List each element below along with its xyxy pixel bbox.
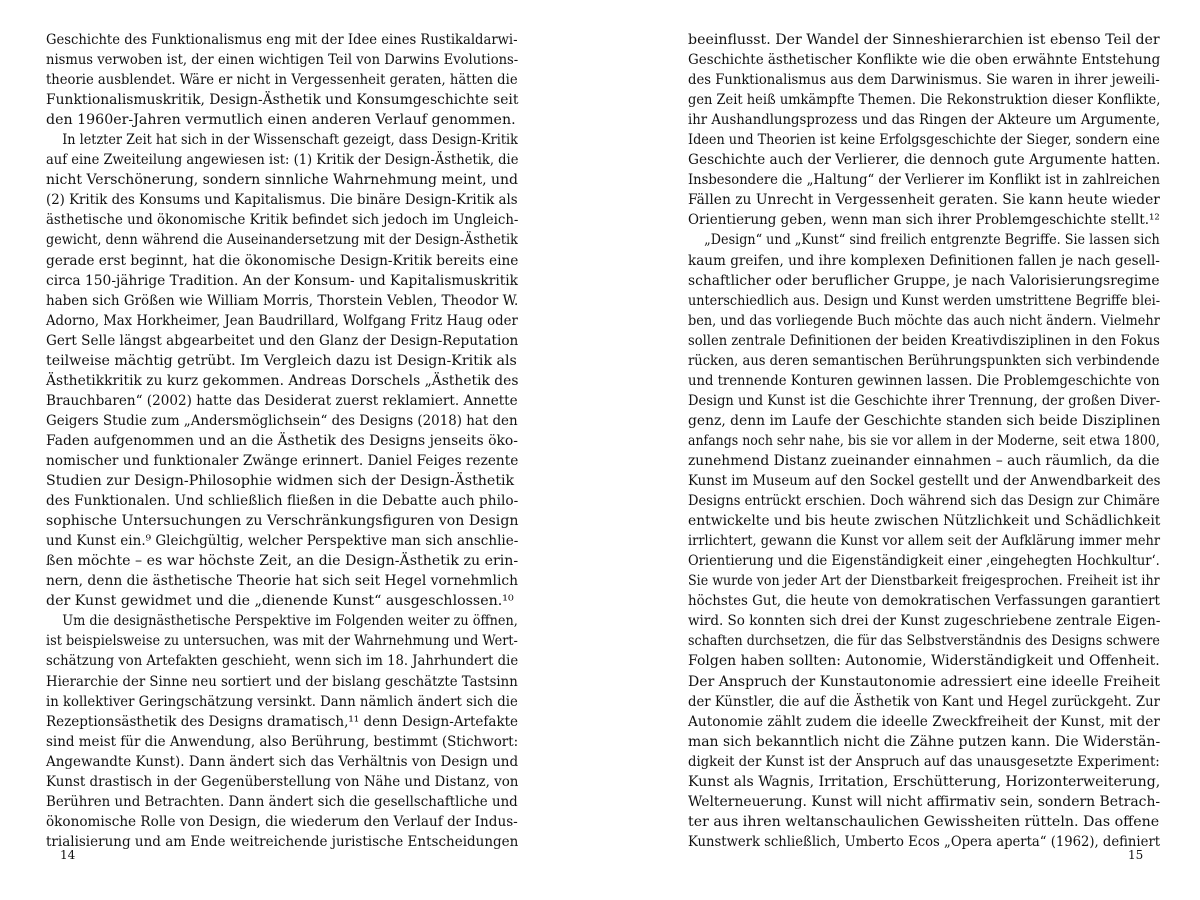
text-line: Orientierung geben, wenn man sich ihrer Problemgeschichte stellt.¹² — [688, 212, 1160, 229]
text-line: digkeit der Kunst ist der Anspruch auf das unausgesetzte Experiment: — [688, 753, 1160, 770]
text-line: Rezeptionsästhetik des Designs dramatisch,¹¹ denn Design-Artefakte — [46, 713, 519, 730]
text-line: ter aus ihren weltanschaulichen Gewissheiten rütteln. Das offene — [688, 813, 1160, 830]
text-line: des Funktionalismus aus dem Darwinismus. Sie waren in ihrer jeweili- — [688, 72, 1160, 89]
text-line: ben, und das vorliegende Buch möchte das auch nicht ändern. Vielmehr — [688, 312, 1160, 329]
text-line: wird. So konnten sich drei der Kunst zugeschriebene zentrale Eigen- — [688, 613, 1161, 630]
right-page-number: 15 — [1128, 848, 1144, 862]
text-line: Faden aufgenommen und an die Ästhetik des Designs jenseits öko- — [46, 432, 519, 449]
text-line: gewicht, denn während die Auseinandersetzung mit der Design-Ästhetik — [46, 232, 518, 249]
text-line: Um die designästhetische Perspektive im Folgenden weiter zu öffnen, — [62, 613, 518, 630]
text-line: genz, denn im Laufe der Geschichte standen sich beide Disziplinen — [688, 412, 1161, 429]
text-line: den 1960er-Jahren vermutlich einen anderen Verlauf genommen. — [46, 112, 516, 129]
text-line: Autonomie zählt zudem die ideelle Zweckfreiheit der Kunst, mit der — [688, 713, 1160, 730]
text-line: ästhetische und ökonomische Kritik befindet sich jedoch im Ungleich- — [46, 212, 519, 229]
text-line: des Funktionalen. Und schließlich fließen in die Debatte auch philo- — [46, 493, 519, 510]
text-line: trialisierung und am Ende weitreichende juristische Entscheidungen — [46, 833, 519, 850]
text-line: teilweise mächtig getrübt. Im Vergleich dazu ist Design-Kritik als — [46, 352, 517, 369]
left-page-number: 14 — [60, 848, 76, 862]
text-line: „Design“ und „Kunst“ sind freilich entgrenzte Begriffe. Sie lassen sich — [704, 232, 1160, 249]
text-line: zunehmend Distanz zueinander einnahmen – auch räumlich, da die — [688, 452, 1160, 469]
text-line: haben sich Größen wie William Morris, Thorstein Veblen, Theodor W. — [46, 292, 519, 309]
text-line: höchstes Gut, die heute von demokratischen Verfassungen garantiert — [688, 593, 1160, 610]
text-line: schaften durchsetzen, die für das Selbstverständnis des Designs schwere — [688, 633, 1160, 650]
text-line: Berühren und Betrachten. Dann ändert sich die gesellschaftliche und — [46, 793, 518, 810]
text-line: Funktionalismuskritik, Design-Ästhetik und Konsumgeschichte seit — [46, 92, 519, 109]
text-line: Kunst im Museum auf den Sockel gestellt und der Anwendbarkeit des — [688, 473, 1161, 490]
text-line: sollen zentrale Definitionen der beiden Kreativdisziplinen in den Fokus — [688, 332, 1160, 349]
text-line: Kunstwerk schließlich, Umberto Ecos „Opera aperta“ (1962), definiert — [688, 833, 1161, 850]
text-line: Design und Kunst ist die Geschichte ihrer Trennung, der großen Diver- — [688, 392, 1161, 409]
left-page-text — [46, 30, 518, 852]
text-line: Brauchbaren“ (2002) hatte das Desiderat zuerst reklamiert. Annette — [46, 392, 518, 409]
text-line: Designs entrückt erschien. Doch während sich das Design zur Chimäre — [688, 493, 1160, 510]
text-line: rücken, aus deren semantischen Berührungspunkten sich verbindende — [688, 352, 1160, 369]
text-line: Sie wurde von jeder Art der Dienstbarkeit freigesprochen. Freiheit ist ihr — [688, 573, 1160, 590]
text-line: Fällen zu Unrecht in Vergessenheit geraten. Sie kann heute wieder — [688, 192, 1160, 209]
text-line: Ideen und Theorien ist keine Erfolgsgeschichte der Sieger, sondern eine — [688, 132, 1160, 149]
text-line: schätzung von Artefakten geschieht, wenn sich im 18. Jahrhundert die — [46, 653, 519, 670]
text-line: man sich bekanntlich nicht die Zähne putzen kann. Die Widerstän- — [688, 733, 1161, 750]
text-line: Gert Selle längst abgearbeitet und den Glanz der Design-Reputation — [46, 332, 519, 349]
text-line: Orientierung und die Eigenständigkeit einer ‚eingehegten Hochkultur‘. — [688, 553, 1160, 570]
text-line: In letzter Zeit hat sich in der Wissenschaft gezeigt, dass Design-Kritik — [62, 132, 518, 149]
text-line: kaum greifen, und ihre komplexen Definitionen fallen je nach gesell- — [688, 252, 1160, 269]
text-line: anfangs noch sehr nahe, bis sie vor allem in der Moderne, seit etwa 1800, — [688, 432, 1160, 449]
text-line: Der Anspruch der Kunstautonomie adressiert eine ideelle Freiheit — [688, 673, 1160, 690]
text-line: der Kunst gewidmet und die „dienende Kunst“ ausgeschlossen.¹⁰ — [46, 593, 514, 610]
text-line: theorie ausblendet. Wäre er nicht in Vergessenheit geraten, hätten die — [46, 72, 518, 89]
text-line: beeinflusst. Der Wandel der Sinneshierarchien ist ebenso Teil der — [688, 32, 1160, 48]
text-line: Insbesondere die „Haltung“ der Verlierer im Konflikt ist in zahlreichen — [688, 172, 1160, 189]
text-line: nismus verwoben ist, der einen wichtigen Teil von Darwins Evolutions- — [46, 52, 519, 69]
text-line: nomischer und funktionaler Zwänge erinnert. Daniel Feiges rezente — [46, 452, 519, 469]
text-line: Welterneuerung. Kunst will nicht affirmativ sein, sondern Betrach- — [688, 793, 1161, 810]
text-line: nicht Verschönerung, sondern sinnliche Wahrnehmung meint, und — [46, 172, 519, 189]
text-line: Geschichte ästhetischer Konflikte wie die oben erwähnte Entstehung — [688, 52, 1161, 69]
text-line: Geschichte des Funktionalismus eng mit der Idee eines Rustikaldarwi- — [46, 32, 518, 48]
text-line: unterschiedlich aus. Design und Kunst werden umstrittene Begriffe blei- — [688, 292, 1161, 309]
text-line: Ästhetikkritik zu kurz gekommen. Andreas Dorschels „Ästhetik des — [46, 372, 519, 389]
text-line: Adorno, Max Horkheimer, Jean Baudrillard, Wolfgang Fritz Haug oder — [46, 312, 518, 329]
text-line: Folgen haben sollten: Autonomie, Widerständigkeit und Offenheit. — [688, 653, 1160, 670]
text-line: und trennende Konturen gewinnen lassen. Die Problemgeschichte von — [688, 372, 1160, 389]
text-line: schaftlicher oder beruflicher Gruppe, je nach Valorisierungsregime — [688, 272, 1160, 289]
text-line: und Kunst ein.⁹ Gleichgültig, welcher Perspektive man sich anschlie- — [46, 533, 519, 550]
text-line: sophische Untersuchungen zu Verschränkungsfiguren von Design — [46, 513, 519, 530]
text-line: gen Zeit heiß umkämpfte Themen. Die Rekonstruktion dieser Konflikte, — [688, 92, 1161, 109]
text-line: ist beispielsweise zu untersuchen, was mit der Wahrnehmung und Wert- — [46, 633, 518, 650]
text-line: circa 150-jährige Tradition. An der Konsum- und Kapitalismuskritik — [46, 272, 519, 289]
text-line: Geschichte auch der Verlierer, die dennoch gute Argumente hatten. — [688, 152, 1161, 169]
right-page — [600, 0, 1200, 900]
text-line: gerade erst beginnt, hat die ökonomische Design-Kritik bereits eine — [46, 252, 519, 269]
text-line: auf eine Zweiteilung angewiesen ist: (1) Kritik der Design-Ästhetik, die — [46, 152, 519, 169]
text-line: Kunst als Wagnis, Irritation, Erschütterung, Horizonterweiterung, — [688, 773, 1161, 790]
text-line: der Künstler, die auf die Ästhetik von Kant und Hegel zurückgeht. Zur — [688, 693, 1160, 710]
text-line: Hierarchie der Sinne neu sortiert und der bislang geschätzte Tastsinn — [46, 673, 518, 690]
text-line: in kollektiver Geringschätzung versinkt. Dann nämlich ändert sich die — [46, 693, 518, 710]
right-page-text — [688, 30, 1160, 852]
text-line: Kunst drastisch in der Gegenüberstellung von Nähe und Distanz, von — [46, 773, 519, 790]
text-line: Angewandte Kunst). Dann ändert sich das Verhältnis von Design und — [46, 753, 519, 770]
text-line: nern, denn die ästhetische Theorie hat sich seit Hegel vornehmlich — [46, 573, 519, 590]
text-line: (2) Kritik des Konsums und Kapitalismus. Die binäre Design-Kritik als — [46, 192, 518, 209]
text-line: entwickelte und bis heute zwischen Nützlichkeit und Schädlichkeit — [688, 513, 1161, 530]
text-line: irrlichtert, gewann die Kunst vor allem seit der Aufklärung immer mehr — [688, 533, 1161, 550]
text-line: Studien zur Design-Philosophie widmen sich der Design-Ästhetik — [46, 473, 515, 490]
text-line: ihr Aushandlungsprozess und das Ringen der Akteure um Argumente, — [688, 112, 1161, 129]
text-line: Geigers Studie zum „Andersmöglichsein“ des Designs (2018) hat den — [46, 412, 518, 429]
text-line: ökonomische Rolle von Design, die wiederum den Verlauf der Indus- — [46, 813, 518, 830]
text-line: ßen möchte – es war höchste Zeit, an die Design-Ästhetik zu erin- — [46, 553, 519, 570]
text-line: sind meist für die Anwendung, also Berührung, bestimmt (Stichwort: — [46, 733, 519, 750]
